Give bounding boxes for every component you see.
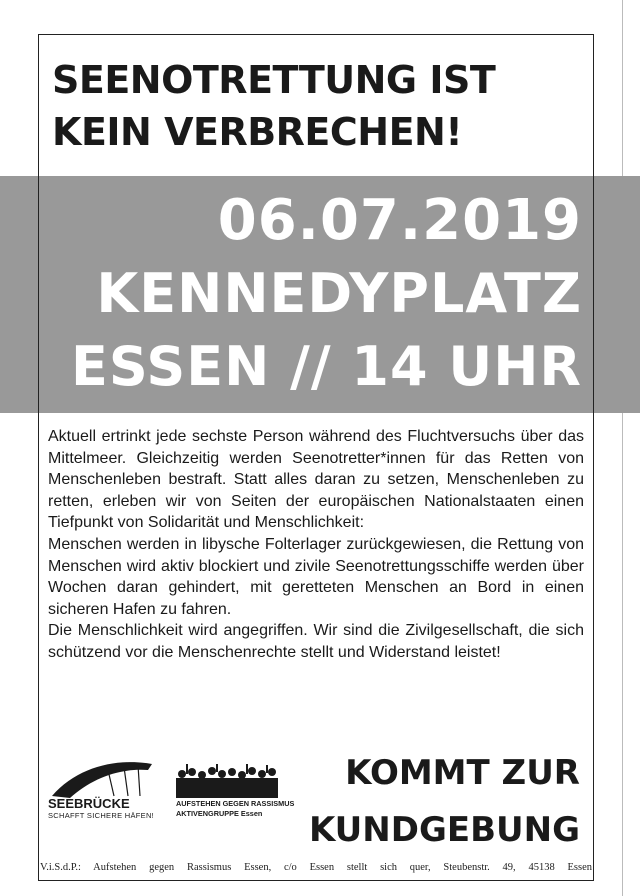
imprint-footer: V.i.S.d.P.: Aufstehen gegen Rassismus Essen, c/o Essen stellt sich quer, Steubenstr. 49, 45138 Essen — [40, 862, 592, 873]
aufstehen-crowd-icon — [176, 764, 278, 798]
seebruecke-name: SEEBRÜCKE — [48, 796, 130, 811]
seebruecke-tagline: SCHAFFT SICHERE HÄFEN! — [48, 811, 155, 820]
aufstehen-name: AUFSTEHEN GEGEN RASSISMUS — [176, 799, 295, 808]
cta-line-2: KUNDGEBUNG — [308, 810, 580, 850]
body-paragraph-1: Aktuell ertrinkt jede sechste Person während des Fluchtversuchs über das Mittelmeer. Gleichzeitig werden Seenotretter*innen für das Retten von Menschenleben bestraft. Statt alles daran zu setzen, Menschenleben zu retten, erleben wir von Seiten der europäischen Nationalstaaten einen Tiefpunkt von Solidarität und Menschlichkeit: — [48, 428, 584, 532]
aufstehen-group: AKTIVENGRUPPE Essen — [176, 809, 263, 818]
headline-line-1: SEENOTRETTUNG IST — [52, 58, 496, 102]
headline-line-2: KEIN VERBRECHEN! — [52, 110, 463, 154]
headline — [52, 54, 572, 158]
event-place: KENNEDYPLATZ — [96, 262, 582, 325]
event-date: 06.07.2019 — [217, 188, 582, 253]
body-paragraph-2: Menschen werden in libysche Folterlager zurückgewiesen, die Rettung von Menschen wird aktiv blockiert und zivile Seenotrettungsschiffe werden über Wochen daran gehindert, mit geretteten Menschen an Bord in einen sicheren Hafen zu fahren. — [48, 535, 584, 618]
event-city-time: ESSEN // 14 UHR — [71, 335, 582, 398]
page-edge-rule — [622, 0, 623, 896]
cta-line-1: KOMMT ZUR — [345, 753, 580, 793]
body-text — [48, 426, 584, 664]
body-paragraph-3: Die Menschlichkeit wird angegriffen. Wir sind die Zivilgesellschaft, die sich schützend vor die Menschenrechte stellt und Widerstand leistet! — [48, 622, 584, 661]
